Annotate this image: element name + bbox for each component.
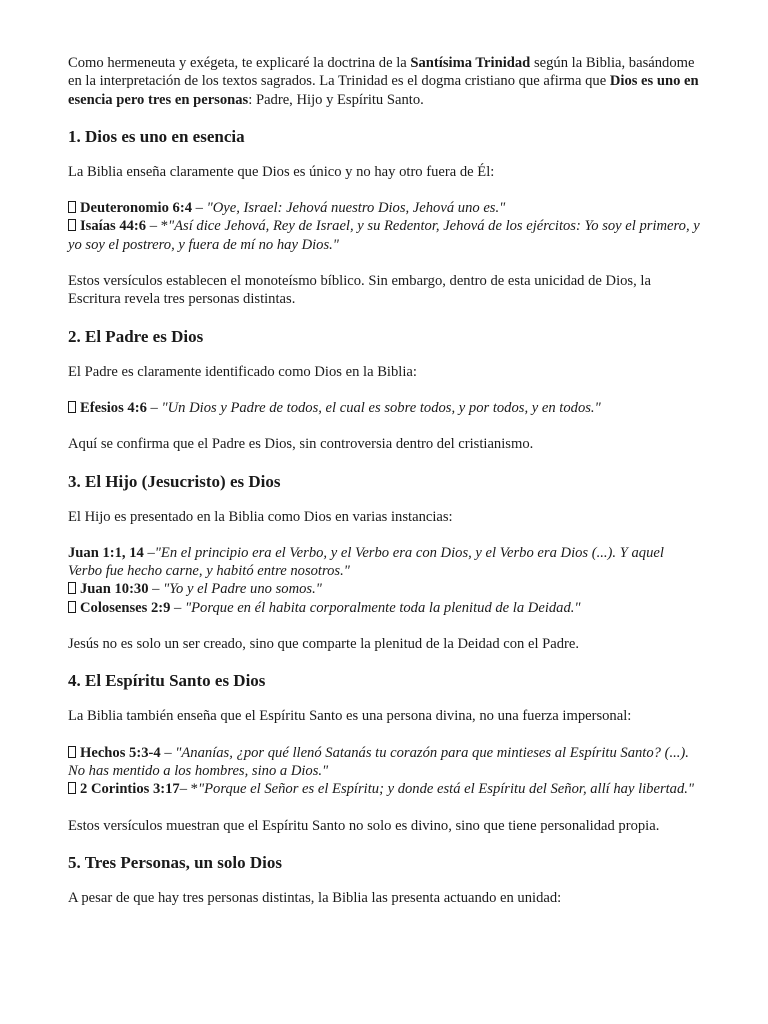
verse-reference: Isaías 44:6 [80,218,147,235]
intro-text-2: según la Biblia, basándome en la interpretación de los textos sagrados. La Trinidad es el dogma cristiano que afirma que [68,55,695,90]
bullet-glyph-icon [68,782,76,794]
verse-reference: Juan 10:30 [80,581,149,598]
verse-reference: 2 Corintios 3:17 [80,781,180,798]
verse-reference: Efesios 4:6 [80,399,147,416]
intro-bold-trinity: Santísima Trinidad [410,55,531,71]
verse-text: "Porque en él habita corporalmente toda la plenitud de la Deidad." [185,599,581,616]
verse-dash: – [192,200,207,217]
verse-text: "Ananías, ¿por qué llenó Satanás tu corazón para que mintieses al Espíritu Santo? (...). No has mentido a los hombres, sino a Dios." [68,744,689,779]
section-5-heading: 5. Tres Personas, un solo Dios [68,852,282,872]
bullet-glyph-icon [68,219,76,231]
section-2-heading: 2. El Padre es Dios [68,326,204,346]
section-1-heading: 1. Dios es uno en esencia [68,126,245,146]
section-1-close: Estos versículos establecen el monoteísmo bíblico. Sin embargo, dentro de esta unicidad de Dios, la Escritura revela tres personas distintas. [68,273,651,308]
verse-juan-10 [68,580,700,598]
section-2-lead: El Padre es claramente identificado como Dios en la Biblia: [68,363,417,380]
verse-deuteronomio [68,199,700,217]
verse-reference: Deuteronomio 6:4 [80,200,193,217]
verse-text: "Así dice Jehová, Rey de Israel, y su Redentor, Jehová de los ejércitos: Yo soy el primero, y yo soy el postrero, y fuera de mí no hay Dios." [68,218,700,253]
section-1-lead: La Biblia enseña claramente que Dios es único y no hay otro fuera de Él: [68,163,495,180]
intro-text-3: : Padre, Hijo y Espíritu Santo. [248,91,424,108]
intro-text-1: Como hermeneuta y exégeta, te explicaré la doctrina de la [68,55,411,71]
verse-text: "Yo y el Padre uno somos." [163,581,322,598]
section-3-lead: El Hijo es presentado en la Biblia como Dios en varias instancias: [68,508,453,525]
section-3-close: Jesús no es solo un ser creado, sino que comparte la plenitud de la Deidad con el Padre. [68,636,580,653]
verse-dash: – * [179,781,198,798]
verse-dash: – * [146,218,168,235]
bullet-glyph-icon [68,401,76,413]
section-2-close: Aquí se confirma que el Padre es Dios, sin controversia dentro del cristianismo. [68,436,534,453]
verse-hechos [68,744,700,781]
intro-paragraph [68,54,700,109]
verse-text: "En el principio era el Verbo, y el Verbo era con Dios, y el Verbo era Dios (...). Y aquel Verbo fue hecho carne, y habitó entre nosotros." [68,544,664,580]
bullet-glyph-icon [68,601,76,613]
verse-corintios [68,780,700,798]
bullet-glyph-icon [68,746,76,758]
intro-bold-essence: Dios es uno en esencia pero tres en personas [68,73,699,108]
verse-juan-1 [68,544,700,581]
verse-efesios [68,399,700,417]
bullet-glyph-icon [68,582,76,594]
verse-reference: Hechos 5:3-4 [80,744,161,761]
verse-dash: – [160,744,176,761]
verse-text: "Oye, Israel: Jehová nuestro Dios, Jehová uno es." [206,200,506,217]
section-3-heading: 3. El Hijo (Jesucristo) es Dios [68,471,281,491]
verse-reference: Juan 1:1, 14 [68,544,144,561]
verse-dash: – [143,544,155,561]
bullet-glyph-icon [68,201,76,213]
section-4-close: Estos versículos muestran que el Espíritu Santo no solo es divino, sino que tiene personalidad propia. [68,817,660,834]
verse-dash: – [170,599,185,616]
section-4-heading: 4. El Espíritu Santo es Dios [68,671,266,691]
verse-dash: – [146,399,162,416]
verse-dash: – [148,581,164,598]
verse-text: "Un Dios y Padre de todos, el cual es sobre todos, y por todos, y en todos." [161,399,601,416]
verse-colosenses [68,599,700,617]
section-5-lead: A pesar de que hay tres personas distintas, la Biblia las presenta actuando en unidad: [68,889,562,906]
section-4-lead: La Biblia también enseña que el Espíritu Santo es una persona divina, no una fuerza impersonal: [68,708,632,725]
verse-text: "Porque el Señor es el Espíritu; y donde está el Espíritu del Señor, allí hay libertad." [197,781,695,798]
verse-reference: Colosenses 2:9 [80,599,171,616]
verse-isaias [68,217,700,254]
